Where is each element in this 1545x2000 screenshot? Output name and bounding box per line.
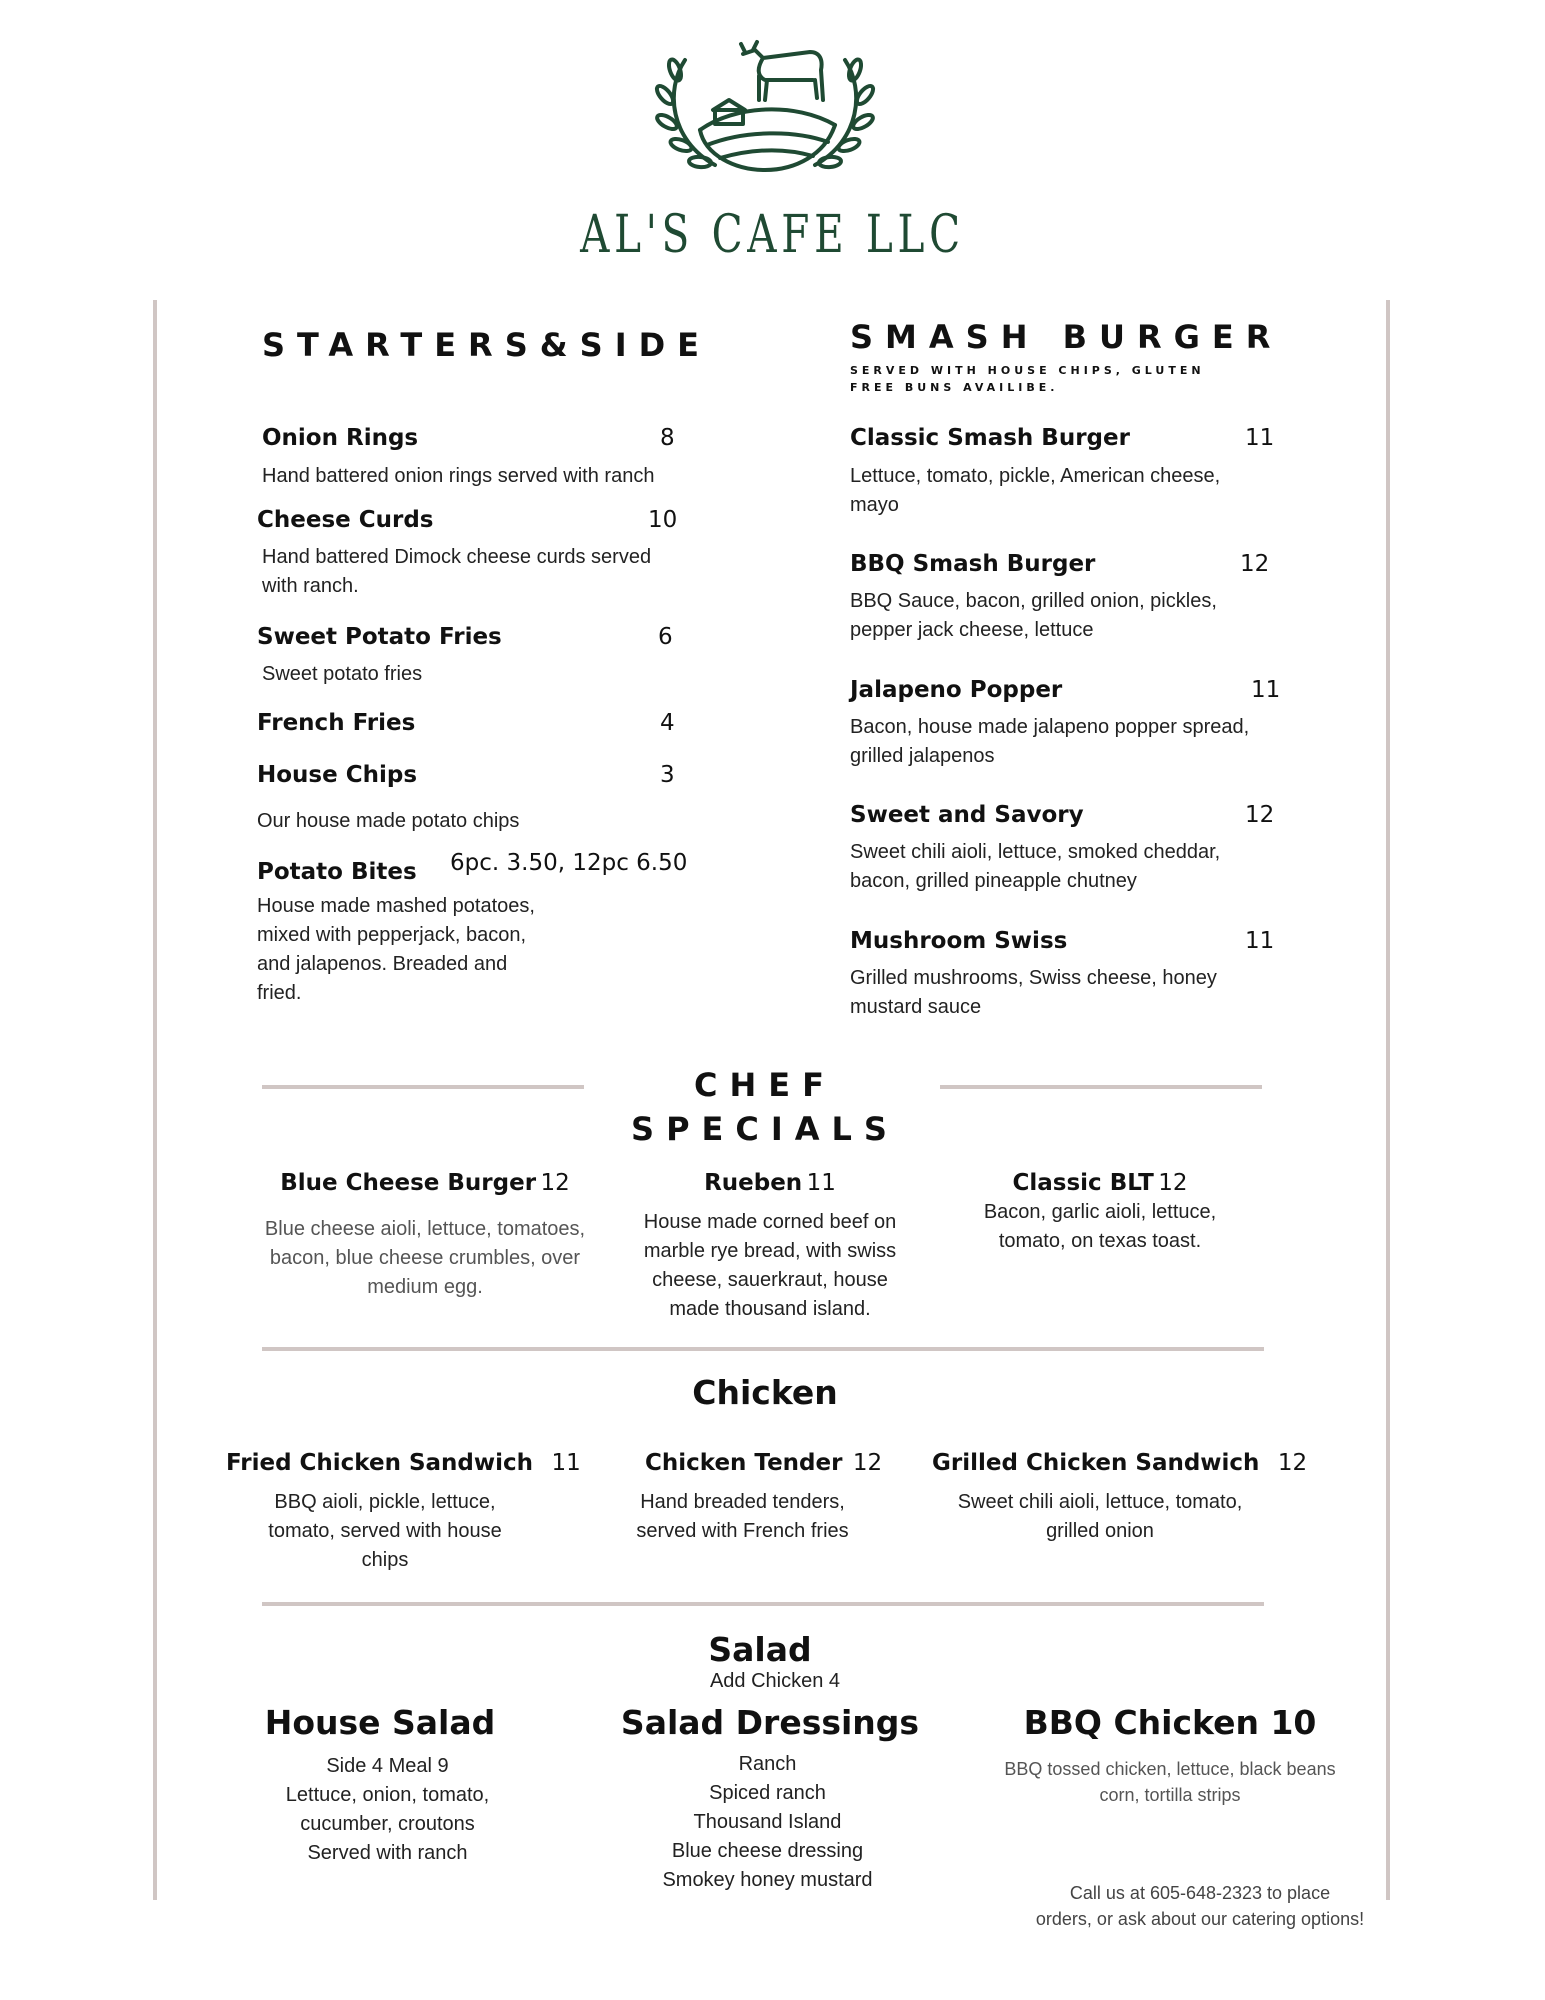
- menu-item-desc: Hand battered Dimock cheese curds served with ranch.: [262, 546, 652, 597]
- menu-item-name: Onion Rings: [262, 425, 419, 451]
- menu-item-price: 8: [660, 425, 675, 451]
- menu-item-desc: Grilled mushrooms, Swiss cheese, honey mustard sauce: [850, 967, 1217, 1018]
- menu-item-price: 12: [1245, 802, 1275, 828]
- chef-item: [250, 1170, 600, 1196]
- dressing-item: Blue cheese dressing: [671, 1840, 864, 1862]
- menu-item-name: BBQ Smash Burger: [850, 551, 1096, 577]
- menu-item-name: Cheese Curds: [257, 507, 434, 533]
- menu-item-desc: Lettuce, tomato, pickle, American cheese, mayo: [850, 465, 1221, 516]
- menu-item-price: 12: [1158, 1170, 1188, 1196]
- chef-item: [960, 1170, 1240, 1196]
- cafe-name: AL'S CAFE LLC: [580, 205, 965, 265]
- footer-line: orders, or ask about our catering options!: [1035, 1909, 1365, 1929]
- menu-item-name: Classic Smash Burger: [850, 425, 1130, 451]
- menu-item-desc: Sweet chili aioli, lettuce, tomato, grilled onion: [957, 1491, 1243, 1542]
- burgers-note: SERVED WITH HOUSE CHIPS, GLUTEN FREE BUNS AVAILIBE.: [850, 364, 1205, 394]
- menu-item-desc: Hand breaded tenders, served with French fries: [636, 1491, 849, 1542]
- chef-title-line2: SPECIALS: [631, 1110, 899, 1148]
- desc-line: corn, tortilla strips: [1099, 1785, 1241, 1805]
- salad-dressings-title: Salad Dressings: [620, 1703, 920, 1742]
- dressing-item: Thousand Island: [693, 1811, 842, 1833]
- footer-line: Call us at 605-648-2323 to place: [1069, 1883, 1331, 1903]
- menu-item-name: House Chips: [257, 762, 418, 788]
- menu-item-desc: Bacon, garlic aioli, lettuce, tomato, on texas toast.: [983, 1201, 1217, 1252]
- menu-item-desc: Hand battered onion rings served with ranch: [262, 465, 655, 487]
- menu-item-desc: Bacon, house made jalapeno popper spread, grilled jalapenos: [850, 716, 1250, 767]
- menu-item-name: French Fries: [257, 710, 416, 736]
- burgers-title: SMASH BURGER: [850, 318, 1283, 356]
- salad-house-title: House Salad: [264, 1703, 496, 1742]
- menu-item-name: Chicken Tender: [645, 1450, 843, 1476]
- desc-line: cucumber, croutons: [300, 1813, 475, 1835]
- menu-item-name: Potato Bites: [257, 859, 417, 885]
- salad-bbq-title: BBQ Chicken 10: [1023, 1703, 1317, 1742]
- menu-item-desc: Blue cheese aioli, lettuce, tomatoes, bacon, blue cheese crumbles, over medium egg.: [264, 1218, 586, 1298]
- menu-item-price: 12: [540, 1170, 570, 1196]
- menu-item-price: 12: [852, 1450, 883, 1476]
- menu-item-name: Jalapeno Popper: [850, 677, 1063, 703]
- footer-contact: [1010, 1880, 1390, 1932]
- chef-title-line1: CHEF: [694, 1066, 836, 1104]
- menu-item-desc: BBQ aioli, pickle, lettuce, tomato, served with house chips: [268, 1491, 502, 1571]
- chef-item: [625, 1170, 915, 1196]
- menu-item-name: Rueben: [704, 1170, 803, 1196]
- menu-item-price: 3: [660, 762, 675, 788]
- divider: [262, 1602, 1264, 1606]
- menu-item-name: Grilled Chicken Sandwich: [932, 1450, 1260, 1476]
- dressing-item: Ranch: [738, 1753, 797, 1775]
- menu-item-desc: House made corned beef on marble rye bread, with swiss cheese, sauerkraut, house made thousand island.: [643, 1211, 897, 1320]
- salad-bbq-desc: [980, 1756, 1360, 1808]
- menu-item-desc: House made mashed potatoes, mixed with pepperjack, bacon, and jalapenos. Breaded and fried.: [257, 895, 535, 1004]
- menu-item-desc: Our house made potato chips: [257, 810, 520, 832]
- desc-line: BBQ tossed chicken, lettuce, black beans: [1004, 1759, 1336, 1779]
- menu-item-price: 6: [658, 624, 673, 650]
- menu-item-price: 11: [1251, 677, 1281, 703]
- salad-title: Salad: [708, 1630, 812, 1669]
- menu-item-price: 11: [1245, 425, 1275, 451]
- menu-item-price: 12: [1240, 551, 1270, 577]
- menu-item-price: 11: [806, 1170, 836, 1196]
- salad-house-desc: [240, 1752, 535, 1868]
- chicken-title: Chicken: [692, 1373, 838, 1412]
- menu-item-price: 4: [660, 710, 675, 736]
- menu-item-price: 11: [551, 1450, 581, 1476]
- menu-item-name: Blue Cheese Burger: [280, 1170, 537, 1196]
- menu-item-name: Sweet and Savory: [850, 802, 1084, 828]
- desc-line: Served with ranch: [307, 1842, 468, 1864]
- salad-subtitle: Add Chicken 4: [709, 1670, 841, 1692]
- chicken-item: [226, 1450, 581, 1476]
- dressing-item: Smokey honey mustard: [662, 1869, 873, 1891]
- menu-item-price: 10: [648, 507, 678, 533]
- divider: [262, 1347, 1264, 1351]
- menu-item-desc: BBQ Sauce, bacon, grilled onion, pickles, pepper jack cheese, lettuce: [850, 590, 1217, 641]
- menu-item-price: 11: [1245, 928, 1275, 954]
- divider: [262, 1085, 584, 1089]
- chicken-item: [932, 1450, 1307, 1476]
- chicken-item: [645, 1450, 882, 1476]
- salad-dressings-list: [620, 1750, 915, 1895]
- menu-item-desc: Sweet chili aioli, lettuce, smoked cheddar, bacon, grilled pineapple chutney: [850, 841, 1221, 892]
- desc-line: Side 4 Meal 9: [326, 1755, 449, 1777]
- desc-line: Lettuce, onion, tomato,: [285, 1784, 490, 1806]
- divider: [940, 1085, 1262, 1089]
- menu-item-name: Classic BLT: [1012, 1170, 1154, 1196]
- cow-farm-logo-icon: [645, 30, 885, 180]
- menu-item-name: Mushroom Swiss: [850, 928, 1068, 954]
- dressing-item: Spiced ranch: [709, 1782, 826, 1804]
- menu-item-price: 12: [1277, 1450, 1308, 1476]
- menu-item-name: Fried Chicken Sandwich: [226, 1450, 534, 1476]
- menu-item-price: 6pc. 3.50, 12pc 6.50: [450, 850, 688, 876]
- starters-title: STARTERS&SIDE: [262, 326, 712, 364]
- menu-item-name: Sweet Potato Fries: [257, 624, 502, 650]
- menu-item-desc: Sweet potato fries: [262, 663, 423, 685]
